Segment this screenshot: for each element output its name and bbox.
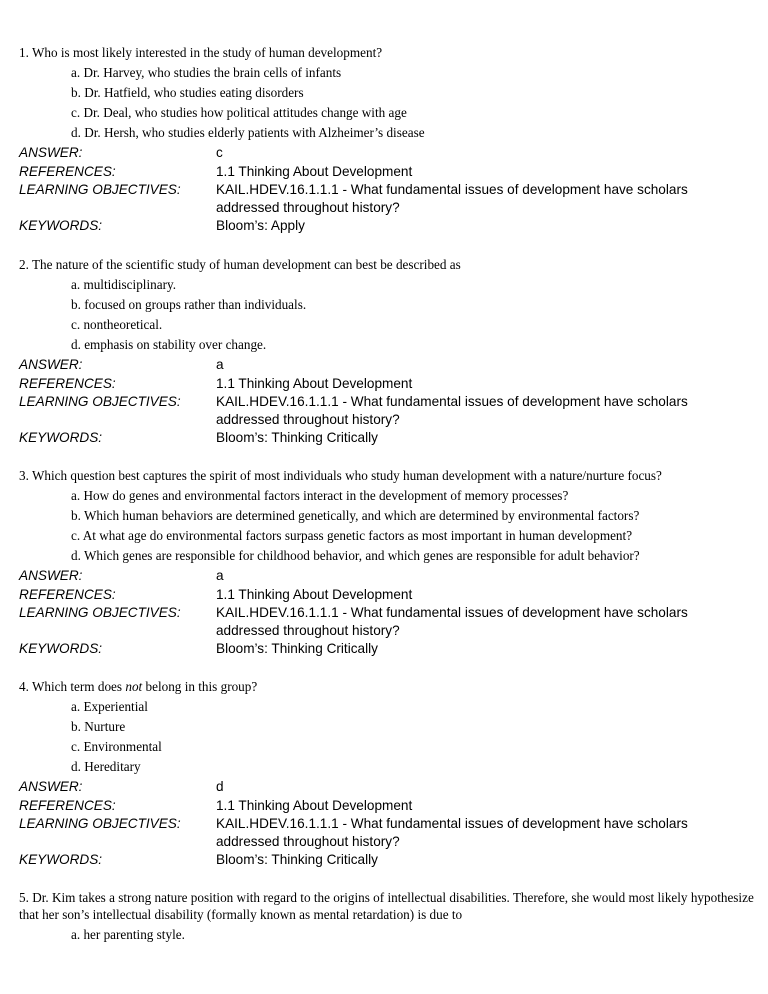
learning-objectives-row [19,181,754,216]
learning-objectives-label: LEARNING OBJECTIVES: [19,182,181,197]
answer-option-d: d. emphasis on stability over change. [71,337,267,352]
keywords-label: KEYWORDS: [19,218,103,233]
answer-value: a [216,568,224,583]
answer-option-a: a. Experiential [71,699,148,714]
learning-objectives-value: KAIL.HDEV.16.1.1.1 - What fundamental issues of development have scholars addressed throughout history? [216,182,688,215]
answer-option-c: c. Environmental [71,739,162,754]
answer-label: ANSWER: [19,357,83,372]
question-stem-start: 4. Which term does [19,679,126,694]
keywords-row [19,851,754,869]
learning-objectives-value: KAIL.HDEV.16.1.1.1 - What fundamental issues of development have scholars addressed throughout history? [216,394,688,427]
question-2 [19,256,754,447]
answer-option-b: b. Nurture [71,719,126,734]
question-1 [19,44,754,235]
keywords-value: Bloom’s: Thinking Critically [216,641,378,656]
references-value: 1.1 Thinking About Development [216,163,413,179]
learning-objectives-value: KAIL.HDEV.16.1.1.1 - What fundamental issues of development have scholars addressed throughout history? [216,605,688,638]
answer-row [19,778,754,796]
answer-label: ANSWER: [19,145,83,160]
question-stem: 3. Which question best captures the spirit of most individuals who study human development with a nature/nurture focus? [19,468,662,483]
references-value: 1.1 Thinking About Development [216,797,413,813]
answer-value: d [216,779,224,794]
answer-option-c: c. nontheoretical. [71,317,163,332]
references-value: 1.1 Thinking About Development [216,375,413,391]
answer-row [19,567,754,585]
keywords-label: KEYWORDS: [19,430,103,445]
references-label: REFERENCES: [19,375,116,391]
learning-objectives-value: KAIL.HDEV.16.1.1.1 - What fundamental issues of development have scholars addressed throughout history? [216,816,688,849]
answer-option-b: b. Which human behaviors are determined genetically, and which are determined by environmental factors? [71,508,640,523]
learning-objectives-row [19,604,754,639]
references-label: REFERENCES: [19,797,116,813]
references-row [19,797,754,815]
answer-label: ANSWER: [19,568,83,583]
answer-option-d: d. Which genes are responsible for childhood behavior, and which genes are responsible for adult behavior? [71,548,640,563]
keywords-row [19,429,754,447]
keywords-value: Bloom’s: Apply [216,218,305,233]
keywords-row [19,640,754,658]
answer-row [19,356,754,374]
references-row [19,375,754,393]
keywords-label: KEYWORDS: [19,641,103,656]
question-stem: 5. Dr. Kim takes a strong nature position with regard to the origins of intellectual disabilities. Therefore, she would most likely hypothesize that her son’s intellectual disability (formally known as mental retardation) is due to [19,890,754,922]
answer-option-c: c. At what age do environmental factors surpass genetic factors as most important in human development? [71,528,633,543]
question-stem-end: belong in this group? [142,679,258,694]
learning-objectives-row [19,815,754,850]
keywords-value: Bloom’s: Thinking Critically [216,430,378,445]
answer-option-a: a. her parenting style. [71,927,185,942]
answer-option-c: c. Dr. Deal, who studies how political attitudes change with age [71,105,407,120]
answer-option-d: d. Hereditary [71,759,141,774]
keywords-value: Bloom’s: Thinking Critically [216,852,378,867]
question-4 [19,678,754,869]
answer-value: a [216,357,224,372]
keywords-label: KEYWORDS: [19,852,103,867]
references-label: REFERENCES: [19,586,116,602]
learning-objectives-label: LEARNING OBJECTIVES: [19,605,181,620]
answer-option-a: a. multidisciplinary. [71,277,176,292]
references-label: REFERENCES: [19,163,116,179]
question-stem: 2. The nature of the scientific study of human development can best be described as [19,257,461,272]
learning-objectives-row [19,393,754,428]
question-5 [19,889,754,946]
answer-row [19,144,754,162]
answer-option-b: b. focused on groups rather than individuals. [71,297,307,312]
question-stem-emphasis: not [125,679,143,694]
keywords-row [19,217,754,235]
answer-value: c [216,145,223,160]
answer-option-a: a. How do genes and environmental factors interact in the development of memory processes? [71,488,569,503]
answer-option-b: b. Dr. Hatfield, who studies eating disorders [71,85,304,100]
answer-label: ANSWER: [19,779,83,794]
question-3 [19,467,754,658]
answer-option-d: d. Dr. Hersh, who studies elderly patients with Alzheimer’s disease [71,125,425,140]
answer-option-a: a. Dr. Harvey, who studies the brain cells of infants [71,65,342,80]
references-value: 1.1 Thinking About Development [216,586,413,602]
question-stem [19,678,754,695]
question-stem: 1. Who is most likely interested in the study of human development? [19,45,383,60]
learning-objectives-label: LEARNING OBJECTIVES: [19,816,181,831]
learning-objectives-label: LEARNING OBJECTIVES: [19,394,181,409]
references-row [19,163,754,181]
references-row [19,586,754,604]
